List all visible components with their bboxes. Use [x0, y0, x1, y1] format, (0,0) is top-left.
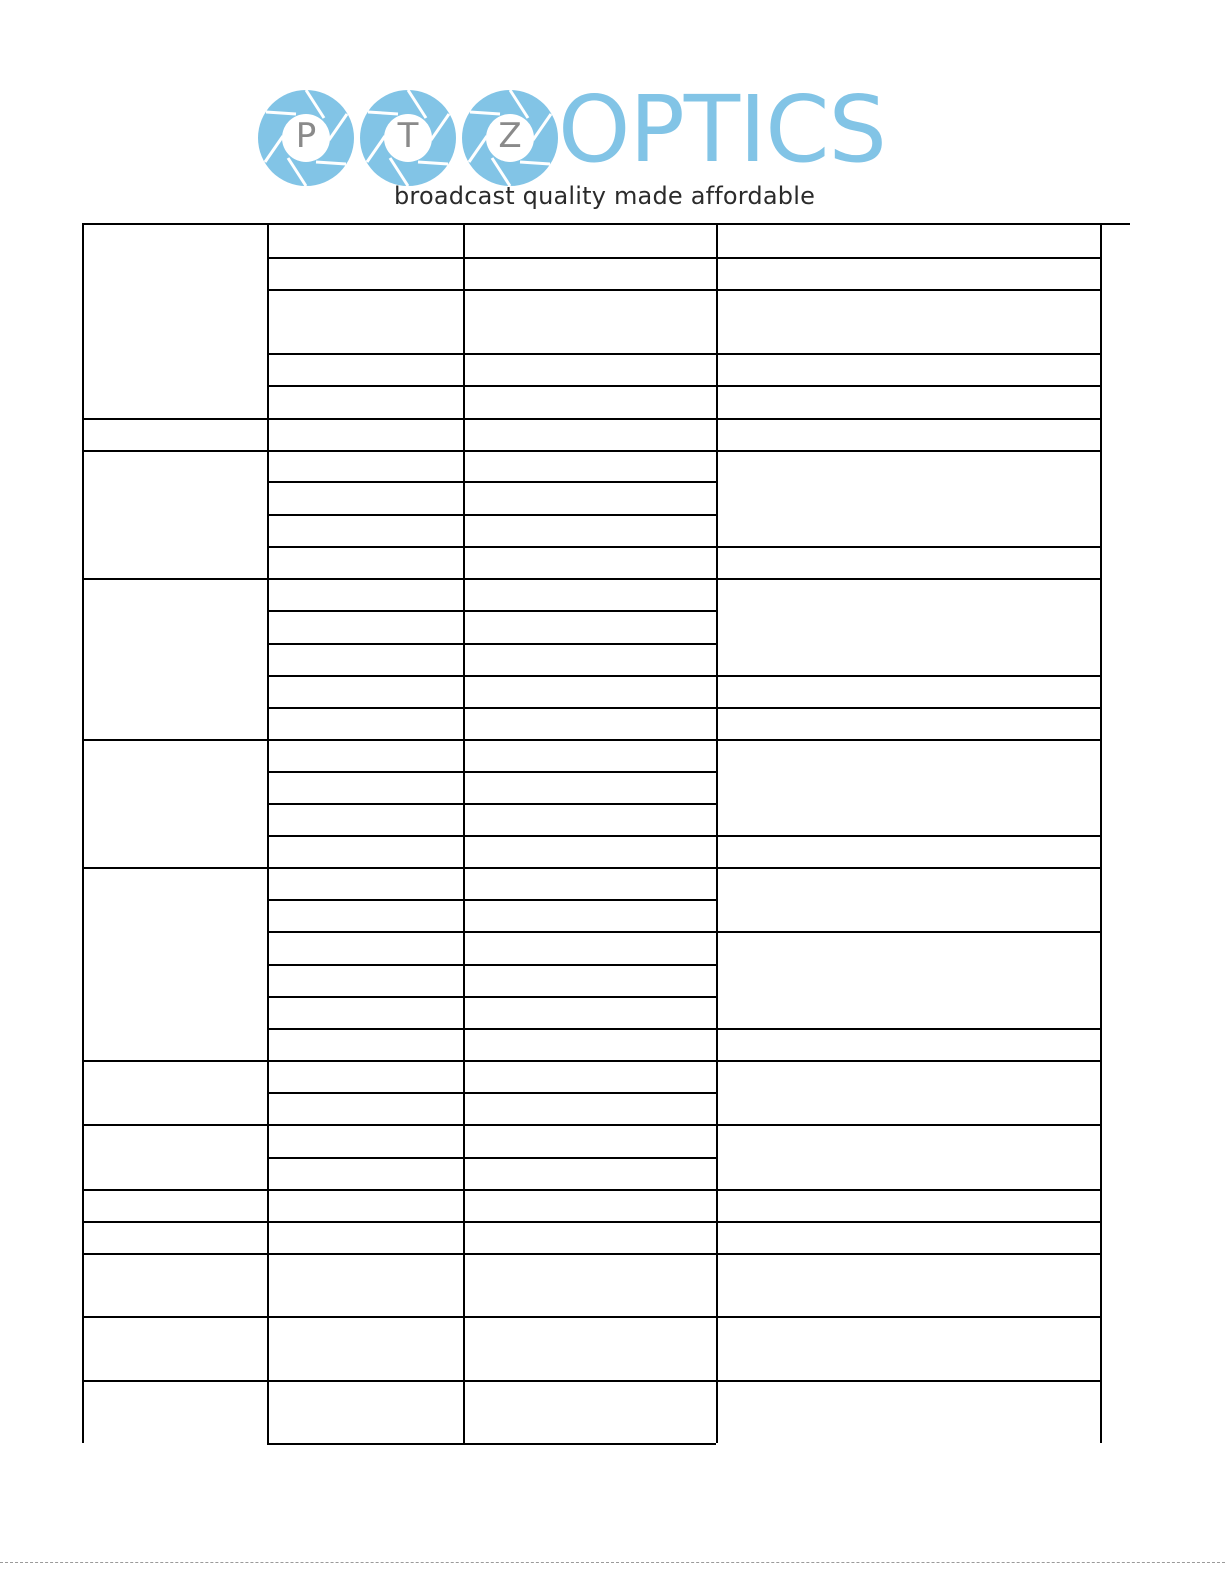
table-rule	[82, 1316, 1100, 1318]
table-rule	[267, 675, 1100, 677]
table-rule	[267, 1028, 1100, 1030]
footer-divider	[0, 1562, 1225, 1563]
table-column-rule	[1100, 223, 1102, 1443]
table-rule	[82, 1221, 1100, 1223]
table-rule	[267, 481, 716, 483]
aperture-letter-z: Z	[498, 116, 522, 156]
brand-logo	[246, 76, 966, 224]
table-rule	[82, 1060, 1100, 1062]
table-rule	[267, 1443, 716, 1445]
table-rule	[82, 867, 1100, 869]
table-column-rule	[82, 223, 84, 1443]
table-rule	[267, 257, 1100, 259]
aperture-letter-p: P	[295, 116, 317, 156]
table-column-rule	[463, 223, 465, 1443]
table-rule	[267, 996, 716, 998]
camera-aperture-icon	[256, 88, 356, 188]
table-rule	[267, 803, 716, 805]
table-rule	[267, 514, 716, 516]
table-rule	[82, 418, 1100, 420]
table-column-rule	[716, 223, 718, 1443]
table-rule	[82, 1380, 1100, 1382]
table-rule	[267, 1092, 716, 1094]
brand-tagline: broadcast quality made affordable	[394, 182, 816, 210]
table-rule	[82, 1253, 1100, 1255]
table-rule	[267, 707, 1100, 709]
table-rule	[82, 739, 1100, 741]
table-rule	[267, 610, 716, 612]
table-rule	[82, 450, 1100, 452]
table-rule	[267, 546, 1100, 548]
table-rule	[82, 578, 1100, 580]
table-rule	[267, 385, 1100, 387]
table-rule	[82, 1124, 1100, 1126]
table-rule	[267, 771, 716, 773]
table-rule	[267, 289, 1100, 291]
table-rule	[82, 223, 1130, 225]
aperture-letter-t: T	[397, 116, 419, 156]
table-rule	[267, 899, 716, 901]
table-rule	[82, 1189, 1100, 1191]
table-column-rule	[267, 223, 269, 1443]
table-rule	[267, 643, 716, 645]
table-rule	[267, 353, 1100, 355]
table-rule	[267, 931, 1100, 933]
camera-aperture-icon	[358, 88, 458, 188]
table-rule	[267, 835, 1100, 837]
table-rule	[267, 964, 716, 966]
camera-aperture-icon	[460, 88, 560, 188]
brand-wordmark: OPTICS	[558, 76, 886, 183]
table-rule	[267, 1157, 716, 1159]
